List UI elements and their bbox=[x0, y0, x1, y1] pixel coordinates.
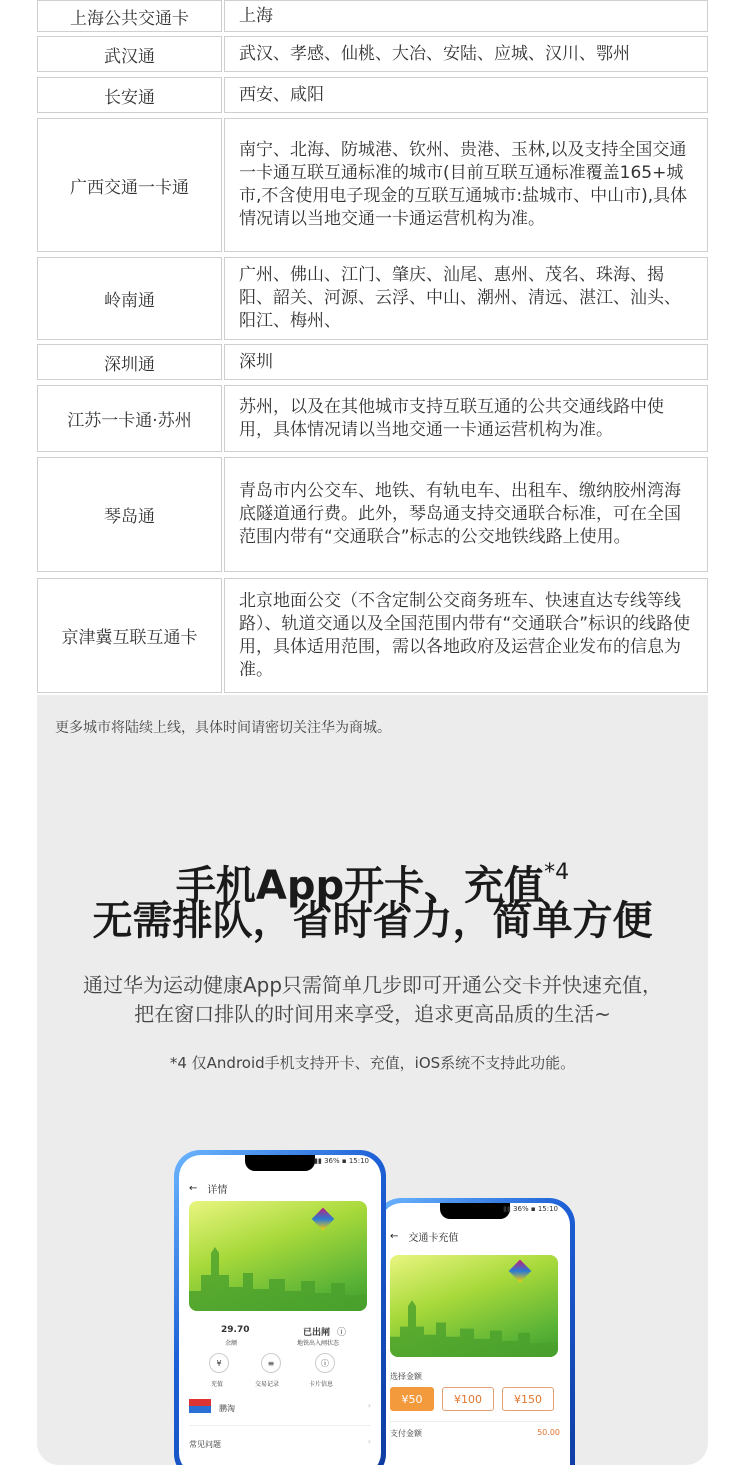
table-row bbox=[37, 257, 708, 340]
amount-option-100[interactable]: ¥100 bbox=[442, 1387, 494, 1411]
amount-option-150[interactable]: ¥150 bbox=[502, 1387, 554, 1411]
card-cities: 上海 bbox=[224, 0, 708, 32]
status-bar: ▮▮ 36% ▪ 15:10 bbox=[314, 1157, 369, 1165]
description-line2: 把在窗口排队的时间用来享受，追求更高品质的生活~ bbox=[134, 1002, 611, 1026]
card-name: 上海公共交通卡 bbox=[37, 0, 222, 32]
balance-label: 余额 bbox=[225, 1340, 238, 1347]
card-name: 武汉通 bbox=[37, 36, 222, 72]
recharge-screen bbox=[380, 1203, 570, 1465]
service-logo-icon bbox=[189, 1399, 211, 1413]
status-bar: ▮▮ 36% ▪ 15:10 bbox=[503, 1205, 558, 1213]
app-header bbox=[390, 1229, 458, 1244]
card-cities: 苏州，以及在其他城市支持互联互通的公共交通线路中使用，具体情况请以当地交通一卡通运营机构为准。 bbox=[224, 385, 708, 452]
headline-line1: 手机App开卡、充值$^{*4}$ bbox=[175, 860, 570, 909]
card-cities: 武汉、孝感、仙桃、大冶、安陆、应城、汉川、鄂州 bbox=[224, 36, 708, 72]
card-cities: 深圳 bbox=[224, 344, 708, 380]
table-row bbox=[37, 578, 708, 693]
card-cities: 北京地面公交（不含定制公交商务班车、快速直达专线等线路）、轨道交通以及全国范围内带有“交通联合”标识的线路使用，具体适用范围，需以各地政府及运营企业发布的信息为准。 bbox=[224, 578, 708, 693]
card-cities: 南宁、北海、防城港、钦州、贵港、玉林,以及支持全国交通一卡通互联互通标准的城市(目前互联互通标准覆盖165+城市,不含使用电子现金的互联互通城市:盐城市、中山市),具体情况请以当地交通一卡通运营机构为准。 bbox=[224, 118, 708, 252]
action-recharge[interactable]: 充值 bbox=[211, 1381, 224, 1388]
card-info-icon[interactable]: ⓘ bbox=[315, 1353, 335, 1373]
chevron-right-icon: › bbox=[367, 1401, 371, 1410]
back-arrow-icon: ← bbox=[390, 1231, 399, 1242]
faq-item-label[interactable]: 常见问题 bbox=[189, 1440, 221, 1449]
divider bbox=[189, 1425, 371, 1426]
card-name: 深圳通 bbox=[37, 344, 222, 380]
android-footnote: *4 仅Android手机支持开卡、充值，iOS系统不支持此功能。 bbox=[169, 1054, 576, 1072]
amount-option-50[interactable]: ¥50 bbox=[390, 1387, 434, 1411]
city-skyline-icon bbox=[189, 1245, 367, 1311]
service-item-label[interactable]: 鹏淘 bbox=[219, 1404, 235, 1413]
table-row bbox=[37, 77, 708, 113]
card-name: 长安通 bbox=[37, 77, 222, 113]
card-name: 琴岛通 bbox=[37, 457, 222, 572]
pay-amount-value: 50.00 bbox=[537, 1428, 560, 1437]
table-row bbox=[37, 36, 708, 72]
records-icon[interactable]: ≡ bbox=[261, 1353, 281, 1373]
card-name: 京津冀互联互通卡 bbox=[37, 578, 222, 693]
chevron-right-icon: › bbox=[367, 1437, 371, 1446]
gate-status-value: 已出闸 bbox=[303, 1328, 331, 1338]
table-row bbox=[37, 385, 708, 452]
action-transactions[interactable]: 交易记录 bbox=[255, 1381, 280, 1388]
description-line1: 通过华为运动健康App只需简单几步即可开通公交卡并快速充值， bbox=[82, 973, 663, 997]
info-icon[interactable]: ⓘ bbox=[337, 1328, 347, 1338]
card-detail-screen bbox=[179, 1155, 381, 1465]
back-arrow-icon: ← bbox=[189, 1183, 198, 1194]
more-cities-note: 更多城市将陆续上线，具体时间请密切关注华为商城。 bbox=[55, 720, 391, 736]
phone-notch bbox=[440, 1203, 510, 1219]
pay-amount-label: 支付金额 bbox=[390, 1429, 422, 1438]
promo-section bbox=[37, 695, 708, 1465]
divider bbox=[390, 1421, 560, 1422]
transit-card-image bbox=[189, 1201, 367, 1311]
phone-right-image bbox=[375, 1198, 575, 1465]
table-row bbox=[37, 344, 708, 380]
transit-card-image bbox=[390, 1255, 558, 1357]
card-name: 岭南通 bbox=[37, 257, 222, 340]
headline-line2: 无需排队，省时省力，简单方便 bbox=[92, 898, 653, 944]
choose-amount-label: 选择金额 bbox=[390, 1372, 422, 1381]
screen-title: 交通卡充值 bbox=[408, 1233, 459, 1244]
table-row bbox=[37, 118, 708, 252]
action-card-info[interactable]: 卡片信息 bbox=[309, 1381, 334, 1388]
card-logo-icon bbox=[312, 1208, 335, 1231]
card-cities: 西安、咸阳 bbox=[224, 77, 708, 113]
phone-notch bbox=[245, 1155, 315, 1171]
balance-value: 29.70 bbox=[221, 1325, 250, 1335]
table-row bbox=[37, 457, 708, 572]
app-header bbox=[189, 1181, 227, 1196]
card-logo-icon bbox=[509, 1260, 532, 1283]
table-row bbox=[37, 0, 708, 32]
card-name: 广西交通一卡通 bbox=[37, 118, 222, 252]
footnote-marker: *4 bbox=[544, 860, 570, 885]
city-skyline-icon bbox=[390, 1296, 558, 1357]
card-cities: 广州、佛山、江门、肇庆、汕尾、惠州、茂名、珠海、揭阳、韶关、河源、云浮、中山、潮州、清远、湛江、汕头、阳江、梅州、 bbox=[224, 257, 708, 340]
gate-status-label: 地铁出入闸状态 bbox=[297, 1340, 340, 1347]
card-cities: 青岛市内公交车、地铁、有轨电车、出租车、缴纳胶州湾海底隧道通行费。此外，琴岛通支持交通联合标准，可在全国范围内带有“交通联合”标志的公交地铁线路上使用。 bbox=[224, 457, 708, 572]
card-name: 江苏一卡通·苏州 bbox=[37, 385, 222, 452]
screen-title: 详情 bbox=[207, 1185, 228, 1196]
recharge-icon[interactable]: ¥ bbox=[209, 1353, 229, 1373]
phone-left-image bbox=[174, 1150, 386, 1465]
